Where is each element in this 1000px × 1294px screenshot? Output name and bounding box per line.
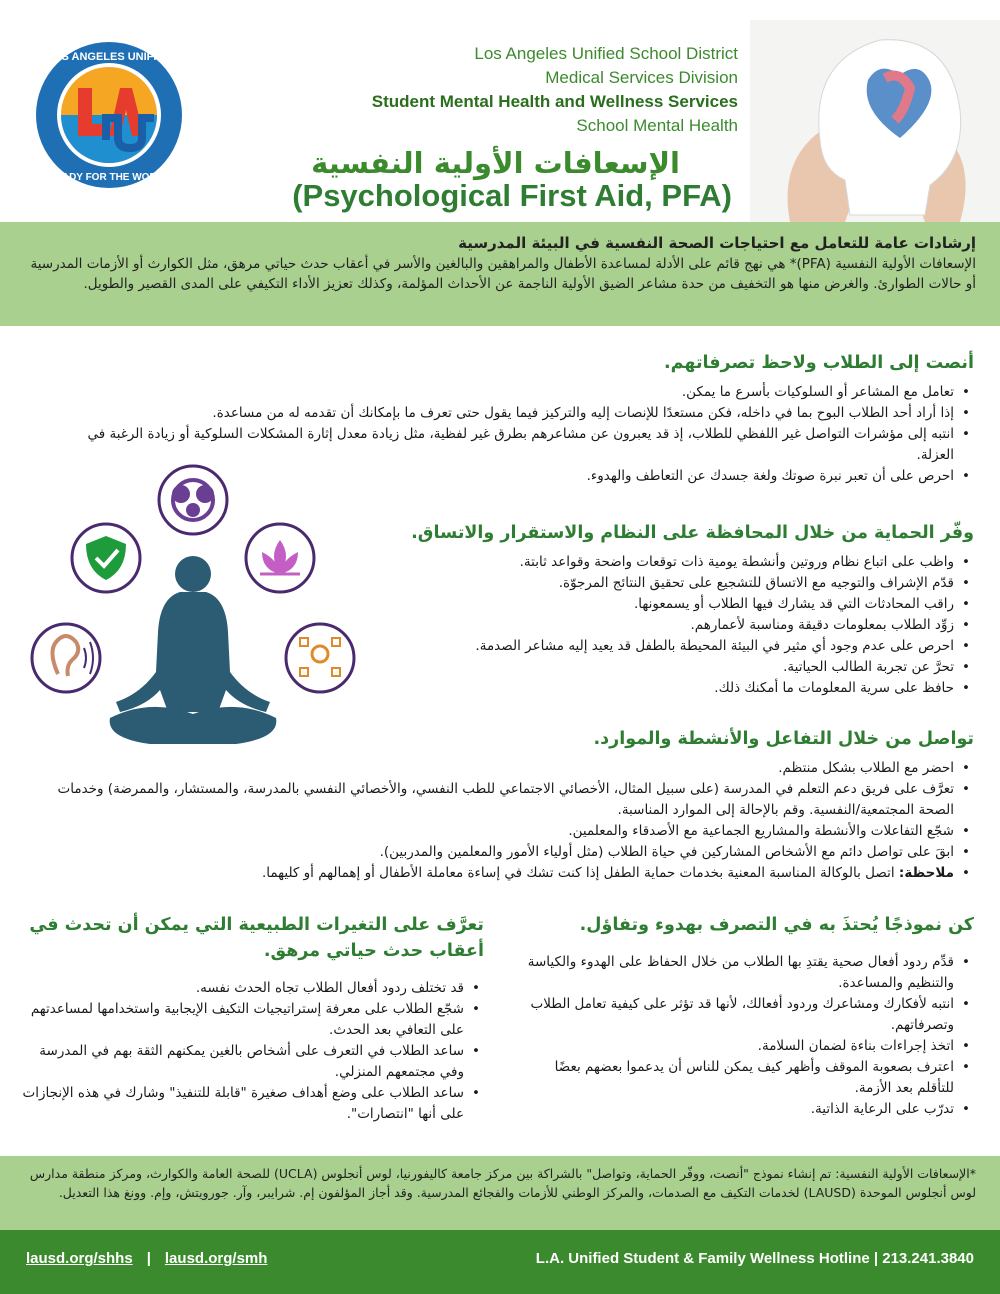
list-item: • قدّم الإشراف والتوجيه مع الاتساق للتشجيع على تحقيق النتائج المرجوّة. bbox=[394, 573, 974, 594]
idea-network-icon bbox=[286, 624, 354, 692]
hotline-text: L.A. Unified Student & Family Wellness Hotline | 213.241.3840 bbox=[535, 1250, 974, 1267]
list-item: • قدِّم ردود أفعال صحية يقتدِ بها الطلاب من خلال الحفاظ على الهدوء والكياسة والتنظيم والمساعدة. bbox=[514, 952, 974, 994]
intro-heading: إرشادات عامة للتعامل مع احتياجات الصحة النفسية في البيئة المدرسية bbox=[458, 234, 976, 252]
list-item: • احرص على أن تعبر نبرة صوتك ولغة جسدك عن التعاطف والهدوء. bbox=[54, 466, 974, 487]
list-item: • تدرّب على الرعاية الذاتية. bbox=[514, 1099, 974, 1120]
group-icon bbox=[159, 466, 227, 534]
logo-ring-top: LOS ANGELES UNIFIED bbox=[46, 51, 172, 63]
link-separator: | bbox=[146, 1250, 151, 1267]
meditating-person-icon bbox=[110, 556, 277, 744]
section-connect-title: تواصل من خلال التفاعل والأنشطة والموارد. bbox=[593, 729, 974, 749]
intro-body: الإسعافات الأولية النفسية (PFA)* هي نهج قائم على الأدلة لمساعدة الأطفال والمراهقين والبالغين والأسر في أعقاب حدث حياتي مرهق، مثل الكوارث أو الأزمات المدرسية أو حالات الطوارئ. والغرض منها هو التخفيف من حدة مشاعر الضيق الأولية الناجمة عن الأحداث المؤلمة، وكذلك تعزيز الأداء التكيفي على المدى القصير والطويل. bbox=[30, 256, 976, 292]
section-recognize-list bbox=[19, 978, 484, 1125]
list-item: • حافظ على سرية المعلومات ما أمكنك ذلك. bbox=[394, 678, 974, 699]
footer-links bbox=[26, 1250, 267, 1267]
section-model-title: كن نموذجًا يُحتذَ به في التصرف بهدوء وتفاؤل. bbox=[579, 915, 974, 935]
shield-check-icon bbox=[72, 524, 140, 592]
list-item: • راقب المحادثات التي قد يشارك فيها الطلاب أو يسمعونها. bbox=[394, 594, 974, 615]
list-item: • انتبه لأفكارك ومشاعرك وردود أفعالك، لأنها قد تؤثر على كيفية تعامل الطلاب وتصرفاتهم. bbox=[514, 994, 974, 1036]
section-protect bbox=[394, 520, 974, 699]
note-text: اتصل بالوكالة المناسبة المعنية بخدمات حماية الطفل إذا كنت تشك في إساءة معاملة الأطفال أو إهمالهم أو كليهما. bbox=[261, 865, 899, 881]
org-line-services: Student Mental Health and Wellness Services bbox=[371, 92, 738, 111]
list-item: • تحرَّ عن تجربة الطالب الحياتية. bbox=[394, 657, 974, 678]
list-item: • واظب على اتباع نظام وروتين وأنشطة يومية ذات توقعات واضحة وقواعد ثابتة. bbox=[394, 552, 974, 573]
list-item: • إذا أراد أحد الطلاب البوح بما في داخله، فكن مستعدًا للإنصات إليه والتركيز فيما يقول حتى تعرف ما بإمكانك أن تقدمه له من مساعدة. bbox=[54, 403, 974, 424]
section-listen-title: أنصت إلى الطلاب ولاحظ تصرفاتهم. bbox=[664, 353, 974, 373]
section-connect-list bbox=[44, 758, 974, 884]
page-title-english: (Psychological First Aid, PFA) bbox=[292, 178, 732, 213]
lausd-logo bbox=[34, 40, 184, 190]
org-line-district: Los Angeles Unified School District bbox=[474, 44, 738, 63]
list-item: • زوِّد الطلاب بمعلومات دقيقة ومناسبة لأعمارهم. bbox=[394, 615, 974, 636]
org-line-division: Medical Services Division bbox=[545, 68, 738, 87]
meditation-figure bbox=[30, 462, 360, 762]
list-item: • انتبه إلى مؤشرات التواصل غير اللفظي للطلاب، إذ قد يعبرون عن مشاعرهم بطرق غير لفظية، مثل زيادة معدل إثارة المشكلات السلوكية أو زيادة الرغبة في العزلة. bbox=[54, 424, 974, 466]
section-protect-list bbox=[394, 552, 974, 699]
intro-band bbox=[0, 222, 1000, 326]
list-item: • قد تختلف ردود أفعال الطلاب تجاه الحدث نفسه. bbox=[19, 978, 484, 999]
section-recognize bbox=[19, 912, 484, 1125]
org-lines bbox=[372, 42, 738, 138]
list-item: • ابقَ على تواصل دائم مع الأشخاص المشاركين في حياة الطلاب (مثل أولياء الأمور والمعلمين والمدربين). bbox=[44, 842, 974, 863]
list-item: • شجّع التفاعلات والأنشطة والمشاريع الجماعية مع الأصدقاء والمعلمين. bbox=[44, 821, 974, 842]
list-item: • ساعد الطلاب على وضع أهداف صغيرة "قابلة للتنفيذ" وشارك في هذه الإنجازات على أنها "انتصارات". bbox=[19, 1083, 484, 1125]
list-item: • ساعد الطلاب في التعرف على أشخاص بالغين يمكنهم الثقة بهم في المدرسة وفي مجتمعهم المنزلي. bbox=[19, 1041, 484, 1083]
section-connect bbox=[44, 726, 974, 884]
list-item-note bbox=[44, 863, 974, 884]
list-item: • احضر مع الطلاب بشكل منتظم. bbox=[44, 758, 974, 779]
list-item: • احرص على عدم وجود أي مثير في البيئة المحيطة بالطفل قد يعيد إليه مشاعر الصدمة. bbox=[394, 636, 974, 657]
footnote: *الإسعافات الأولية النفسية: تم إنشاء نموذج "أنصت، ووفّر الحماية، وتواصل" بالشراكة بين مركز جامعة كاليفورنيا، لوس أنجلوس (UCLA) للصحة العامة والكوارث، ومركز منطقة مدارس لوس أنجلوس الموحدة (LAUSD) لخدمات التكيف مع الصدمات، والمركز الوطني للأزمات والفجائع المدرسية. وقد أجاز المؤلفون إم. شرايبر، وآر. جورويتش، وإم. وونغ هذا التعديل. bbox=[0, 1156, 1000, 1230]
org-line-smh: School Mental Health bbox=[576, 116, 738, 135]
link-smh[interactable]: lausd.org/smh bbox=[164, 1250, 268, 1267]
header bbox=[0, 0, 1000, 222]
logo-ring-bottom: READY FOR THE WORLD bbox=[47, 172, 171, 183]
note-label: ملاحظة: bbox=[898, 865, 954, 881]
ear-icon bbox=[32, 624, 100, 692]
link-shhs[interactable]: lausd.org/shhs bbox=[26, 1250, 133, 1267]
section-model bbox=[514, 912, 974, 1120]
section-protect-title: وفّر الحماية من خلال المحافظة على النظام والاستقرار والاتساق. bbox=[411, 523, 974, 543]
list-item: • شجّع الطلاب على معرفة إستراتيجيات التكيف الإيجابية واستخدامها لمساعدتهم على التعافي بعد الحدث. bbox=[19, 999, 484, 1041]
section-model-list bbox=[514, 952, 974, 1120]
page-title-arabic: الإسعافات الأولية النفسية bbox=[311, 146, 680, 180]
lotus-icon bbox=[246, 524, 314, 592]
list-item: • تعرَّف على فريق دعم التعلم في المدرسة (على سبيل المثال، الأخصائي الاجتماعي للطب النفسي، والأخصائي النفسي بالمدرسة، والمستشار، والممرضة) وخدمات الصحة المجتمعية/النفسية. وقم بالإحالة إلى الموارد المناسبة. bbox=[44, 779, 974, 821]
section-recognize-title: تعرَّف على التغيرات الطبيعية التي يمكن أن تحدث في أعقاب حدث حياتي مرهق. bbox=[29, 915, 484, 961]
list-item: • تعامل مع المشاعر أو السلوكيات بأسرع ما يمكن. bbox=[54, 382, 974, 403]
footer bbox=[0, 1230, 1000, 1294]
list-item: • اعترف بصعوبة الموقف وأظهر كيف يمكن للناس أن يدعموا بعضهم بعضًا للتأقلم بعد الأزمة. bbox=[514, 1057, 974, 1099]
head-heart-image bbox=[750, 20, 1000, 222]
list-item: • اتخذ إجراءات بناءة لضمان السلامة. bbox=[514, 1036, 974, 1057]
